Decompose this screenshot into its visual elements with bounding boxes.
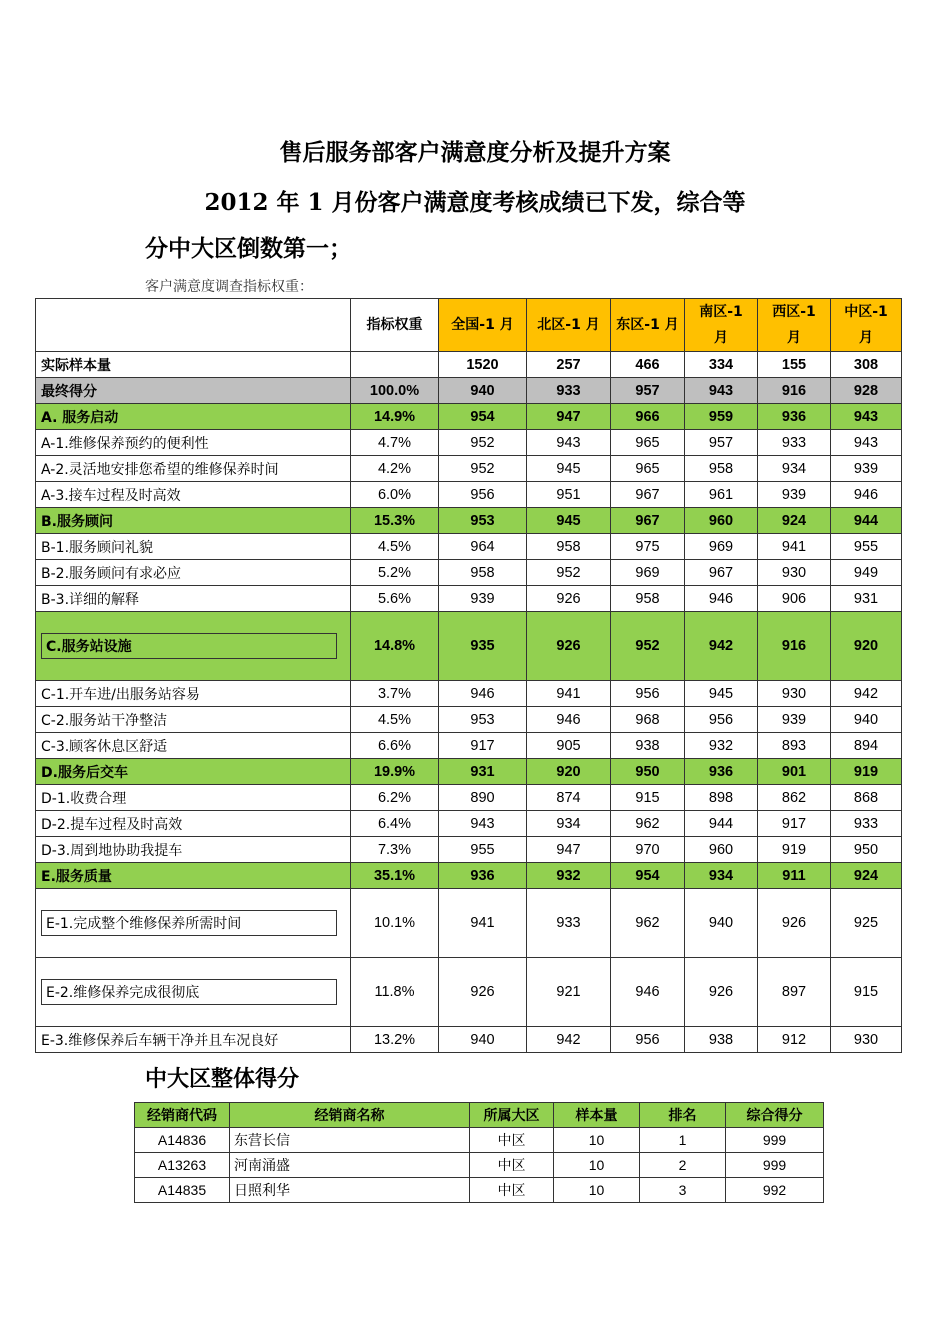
row-label: D-2.提车过程及时高效 (36, 811, 351, 837)
row-score: 952 (439, 456, 527, 482)
row-label: 最终得分 (36, 378, 351, 404)
dealer-cell: 992 (726, 1178, 824, 1203)
row-weight: 6.6% (351, 733, 439, 759)
row-score: 956 (439, 482, 527, 508)
table-row (36, 482, 902, 508)
document-subtitle-line1: 2012 年 1 月份客户满意度考核成绩已下发，综合等 (204, 189, 746, 216)
row-score: 920 (831, 612, 902, 681)
row-score: 924 (831, 863, 902, 889)
row-score: 947 (527, 837, 611, 863)
row-score: 926 (527, 586, 611, 612)
table-row (36, 378, 902, 404)
dealer-header-cell: 经销商名称 (230, 1103, 470, 1128)
row-score: 967 (685, 560, 758, 586)
row-score: 954 (611, 863, 685, 889)
row-label: A-3.接车过程及时高效 (36, 482, 351, 508)
row-score: 969 (611, 560, 685, 586)
row-score: 943 (831, 430, 902, 456)
row-score: 950 (831, 837, 902, 863)
table-row (36, 759, 902, 785)
row-score: 958 (527, 534, 611, 560)
row-score: 921 (527, 958, 611, 1027)
row-label: A. 服务启动 (36, 404, 351, 430)
header-south: 南区-1 月 (685, 299, 758, 352)
row-score: 946 (685, 586, 758, 612)
row-weight: 100.0% (351, 378, 439, 404)
row-score: 955 (439, 837, 527, 863)
row-score: 952 (611, 612, 685, 681)
row-score: 962 (611, 811, 685, 837)
row-score: 946 (439, 681, 527, 707)
row-score: 950 (611, 759, 685, 785)
table-row (36, 456, 902, 482)
row-score: 933 (831, 811, 902, 837)
row-score: 941 (527, 681, 611, 707)
row-score: 933 (527, 378, 611, 404)
table-row (36, 430, 902, 456)
row-score: 906 (758, 586, 831, 612)
row-score: 942 (685, 612, 758, 681)
row-label (36, 958, 351, 1027)
dealer-cell: 999 (726, 1153, 824, 1178)
row-weight: 15.3% (351, 508, 439, 534)
table-row (36, 560, 902, 586)
dealer-cell: 10 (554, 1128, 640, 1153)
row-score: 943 (831, 404, 902, 430)
table-row (36, 958, 902, 1027)
row-score: 1520 (439, 352, 527, 378)
row-label: B-2.服务顾问有求必应 (36, 560, 351, 586)
row-label: A-2.灵活地安排您希望的维修保养时间 (36, 456, 351, 482)
row-score: 943 (439, 811, 527, 837)
row-weight: 5.2% (351, 560, 439, 586)
row-score: 975 (611, 534, 685, 560)
dealer-row (135, 1153, 824, 1178)
document-subtitle-line2: 分中大区倒数第一； (145, 236, 352, 262)
row-score: 934 (527, 811, 611, 837)
dealer-cell: 中区 (470, 1178, 554, 1203)
row-weight (351, 352, 439, 378)
row-score: 956 (685, 707, 758, 733)
dealer-cell: 河南涌盛 (230, 1153, 470, 1178)
row-label: E.服务质量 (36, 863, 351, 889)
row-score: 946 (527, 707, 611, 733)
row-score: 868 (831, 785, 902, 811)
row-label: 实际样本量 (36, 352, 351, 378)
row-score: 940 (685, 889, 758, 958)
row-label: B-1.服务顾问礼貌 (36, 534, 351, 560)
table-row (36, 404, 902, 430)
row-score: 924 (758, 508, 831, 534)
row-score: 933 (758, 430, 831, 456)
table-row (36, 707, 902, 733)
row-score: 959 (685, 404, 758, 430)
row-score: 957 (611, 378, 685, 404)
row-score: 912 (758, 1027, 831, 1053)
row-weight: 14.8% (351, 612, 439, 681)
row-score: 970 (611, 837, 685, 863)
row-label: B.服务顾问 (36, 508, 351, 534)
dealer-header-cell: 综合得分 (726, 1103, 824, 1128)
row-score: 957 (685, 430, 758, 456)
table-row (36, 508, 902, 534)
row-score: 956 (611, 1027, 685, 1053)
row-score: 952 (439, 430, 527, 456)
row-score: 934 (685, 863, 758, 889)
row-weight: 6.4% (351, 811, 439, 837)
dealer-cell: 3 (640, 1178, 726, 1203)
row-score: 938 (685, 1027, 758, 1053)
row-score: 890 (439, 785, 527, 811)
row-score: 932 (685, 733, 758, 759)
row-score: 967 (611, 508, 685, 534)
row-score: 935 (439, 612, 527, 681)
header-north: 北区-1 月 (527, 299, 611, 352)
row-score: 934 (758, 456, 831, 482)
row-score: 968 (611, 707, 685, 733)
dealer-header-cell: 排名 (640, 1103, 726, 1128)
dealer-cell: 中区 (470, 1153, 554, 1178)
row-score: 940 (439, 1027, 527, 1053)
row-score: 944 (685, 811, 758, 837)
row-score: 939 (758, 482, 831, 508)
row-score: 905 (527, 733, 611, 759)
row-weight: 10.1% (351, 889, 439, 958)
row-score: 925 (831, 889, 902, 958)
row-weight: 4.5% (351, 707, 439, 733)
row-weight: 7.3% (351, 837, 439, 863)
row-score: 916 (758, 378, 831, 404)
row-score: 939 (831, 456, 902, 482)
row-score: 926 (758, 889, 831, 958)
row-score: 926 (439, 958, 527, 1027)
table-row (36, 352, 902, 378)
central-region-title: 中大区整体得分 (145, 1067, 300, 1092)
row-score: 940 (439, 378, 527, 404)
row-label: E-3.维修保养后车辆干净并且车况良好 (36, 1027, 351, 1053)
row-score: 919 (758, 837, 831, 863)
row-score: 915 (831, 958, 902, 1027)
row-score: 961 (685, 482, 758, 508)
row-weight: 5.6% (351, 586, 439, 612)
header-national: 全国-1 月 (439, 299, 527, 352)
row-weight: 4.2% (351, 456, 439, 482)
row-score: 257 (527, 352, 611, 378)
dealer-table (134, 1102, 824, 1203)
header-weight: 指标权重 (351, 299, 439, 352)
row-score: 939 (439, 586, 527, 612)
row-score: 953 (439, 707, 527, 733)
table-row (36, 863, 902, 889)
header-west: 西区-1 月 (758, 299, 831, 352)
dealer-cell: 日照利华 (230, 1178, 470, 1203)
row-label (36, 612, 351, 681)
document-title: 售后服务部客户满意度分析及提升方案 (279, 139, 671, 166)
row-score: 952 (527, 560, 611, 586)
header-east: 东区-1 月 (611, 299, 685, 352)
row-score: 942 (831, 681, 902, 707)
row-score: 915 (611, 785, 685, 811)
dealer-header-cell: 所属大区 (470, 1103, 554, 1128)
row-label (36, 889, 351, 958)
row-score: 958 (685, 456, 758, 482)
row-score: 942 (527, 1027, 611, 1053)
header-blank (36, 299, 351, 352)
row-score: 962 (611, 889, 685, 958)
dealer-cell: 1 (640, 1128, 726, 1153)
row-score: 949 (831, 560, 902, 586)
row-score: 901 (758, 759, 831, 785)
row-score: 917 (758, 811, 831, 837)
row-weight: 13.2% (351, 1027, 439, 1053)
row-score: 916 (758, 612, 831, 681)
row-score: 155 (758, 352, 831, 378)
row-label: C-2.服务站干净整洁 (36, 707, 351, 733)
row-score: 960 (685, 837, 758, 863)
row-weight: 14.9% (351, 404, 439, 430)
row-label: A-1.维修保养预约的便利性 (36, 430, 351, 456)
row-label-text: C.服务站设施 (41, 633, 337, 659)
dealer-cell: 2 (640, 1153, 726, 1178)
row-score: 917 (439, 733, 527, 759)
row-score: 928 (831, 378, 902, 404)
row-weight: 3.7% (351, 681, 439, 707)
table-row (36, 811, 902, 837)
dealer-row (135, 1128, 824, 1153)
row-score: 943 (527, 430, 611, 456)
row-weight: 4.5% (351, 534, 439, 560)
row-label: D-1.收费合理 (36, 785, 351, 811)
row-score: 969 (685, 534, 758, 560)
table-row (36, 785, 902, 811)
row-score: 930 (831, 1027, 902, 1053)
dealer-cell: 999 (726, 1128, 824, 1153)
row-score: 940 (831, 707, 902, 733)
satisfaction-table (35, 298, 902, 1053)
row-score: 966 (611, 404, 685, 430)
row-score: 932 (527, 863, 611, 889)
row-label: D-3.周到地协助我提车 (36, 837, 351, 863)
dealer-cell: 东营长信 (230, 1128, 470, 1153)
row-score: 954 (439, 404, 527, 430)
header-central: 中区-1 月 (831, 299, 902, 352)
dealer-cell: 中区 (470, 1128, 554, 1153)
row-score: 946 (611, 958, 685, 1027)
row-score: 965 (611, 456, 685, 482)
row-score: 926 (685, 958, 758, 1027)
row-score: 945 (527, 508, 611, 534)
row-weight: 6.2% (351, 785, 439, 811)
row-score: 936 (439, 863, 527, 889)
row-weight: 19.9% (351, 759, 439, 785)
row-score: 911 (758, 863, 831, 889)
row-score: 930 (758, 681, 831, 707)
table-row (36, 1027, 902, 1053)
row-score: 941 (439, 889, 527, 958)
row-score: 931 (831, 586, 902, 612)
dealer-header-cell: 经销商代码 (135, 1103, 230, 1128)
row-score: 965 (611, 430, 685, 456)
weight-caption: 客户满意度调查指标权重： (145, 279, 313, 295)
row-label-text: E-1.完成整个维修保养所需时间 (41, 910, 337, 936)
row-score: 947 (527, 404, 611, 430)
row-score: 931 (439, 759, 527, 785)
row-score: 953 (439, 508, 527, 534)
row-score: 960 (685, 508, 758, 534)
dealer-cell: A14835 (135, 1178, 230, 1203)
row-score: 944 (831, 508, 902, 534)
dealer-cell: A14836 (135, 1128, 230, 1153)
row-label: B-3.详细的解释 (36, 586, 351, 612)
dealer-cell: 10 (554, 1153, 640, 1178)
row-score: 958 (611, 586, 685, 612)
row-weight: 4.7% (351, 430, 439, 456)
row-score: 898 (685, 785, 758, 811)
row-score: 945 (527, 456, 611, 482)
row-score: 930 (758, 560, 831, 586)
table-row (36, 889, 902, 958)
row-score: 926 (527, 612, 611, 681)
row-score: 334 (685, 352, 758, 378)
row-score: 946 (831, 482, 902, 508)
row-score: 951 (527, 482, 611, 508)
row-score: 939 (758, 707, 831, 733)
table-row (36, 681, 902, 707)
row-score: 308 (831, 352, 902, 378)
row-score: 920 (527, 759, 611, 785)
row-score: 466 (611, 352, 685, 378)
row-score: 941 (758, 534, 831, 560)
row-label: C-1.开车进/出服务站容易 (36, 681, 351, 707)
row-score: 956 (611, 681, 685, 707)
dealer-row (135, 1178, 824, 1203)
dealer-header-row (135, 1103, 824, 1128)
row-score: 955 (831, 534, 902, 560)
table-row (36, 586, 902, 612)
dealer-header-cell: 样本量 (554, 1103, 640, 1128)
row-score: 936 (685, 759, 758, 785)
row-label-text: E-2.维修保养完成很彻底 (41, 979, 337, 1005)
table-row (36, 612, 902, 681)
row-weight: 6.0% (351, 482, 439, 508)
row-label: C-3.顾客休息区舒适 (36, 733, 351, 759)
row-score: 936 (758, 404, 831, 430)
row-score: 862 (758, 785, 831, 811)
row-score: 933 (527, 889, 611, 958)
row-score: 897 (758, 958, 831, 1027)
row-score: 874 (527, 785, 611, 811)
row-score: 967 (611, 482, 685, 508)
row-score: 919 (831, 759, 902, 785)
table-row (36, 534, 902, 560)
row-weight: 35.1% (351, 863, 439, 889)
row-score: 893 (758, 733, 831, 759)
table-row (36, 733, 902, 759)
row-score: 958 (439, 560, 527, 586)
table-header-row (36, 299, 902, 352)
row-weight: 11.8% (351, 958, 439, 1027)
row-score: 945 (685, 681, 758, 707)
row-label: D.服务后交车 (36, 759, 351, 785)
row-score: 964 (439, 534, 527, 560)
dealer-cell: 10 (554, 1178, 640, 1203)
table-row (36, 837, 902, 863)
row-score: 943 (685, 378, 758, 404)
row-score: 894 (831, 733, 902, 759)
row-score: 938 (611, 733, 685, 759)
dealer-cell: A13263 (135, 1153, 230, 1178)
